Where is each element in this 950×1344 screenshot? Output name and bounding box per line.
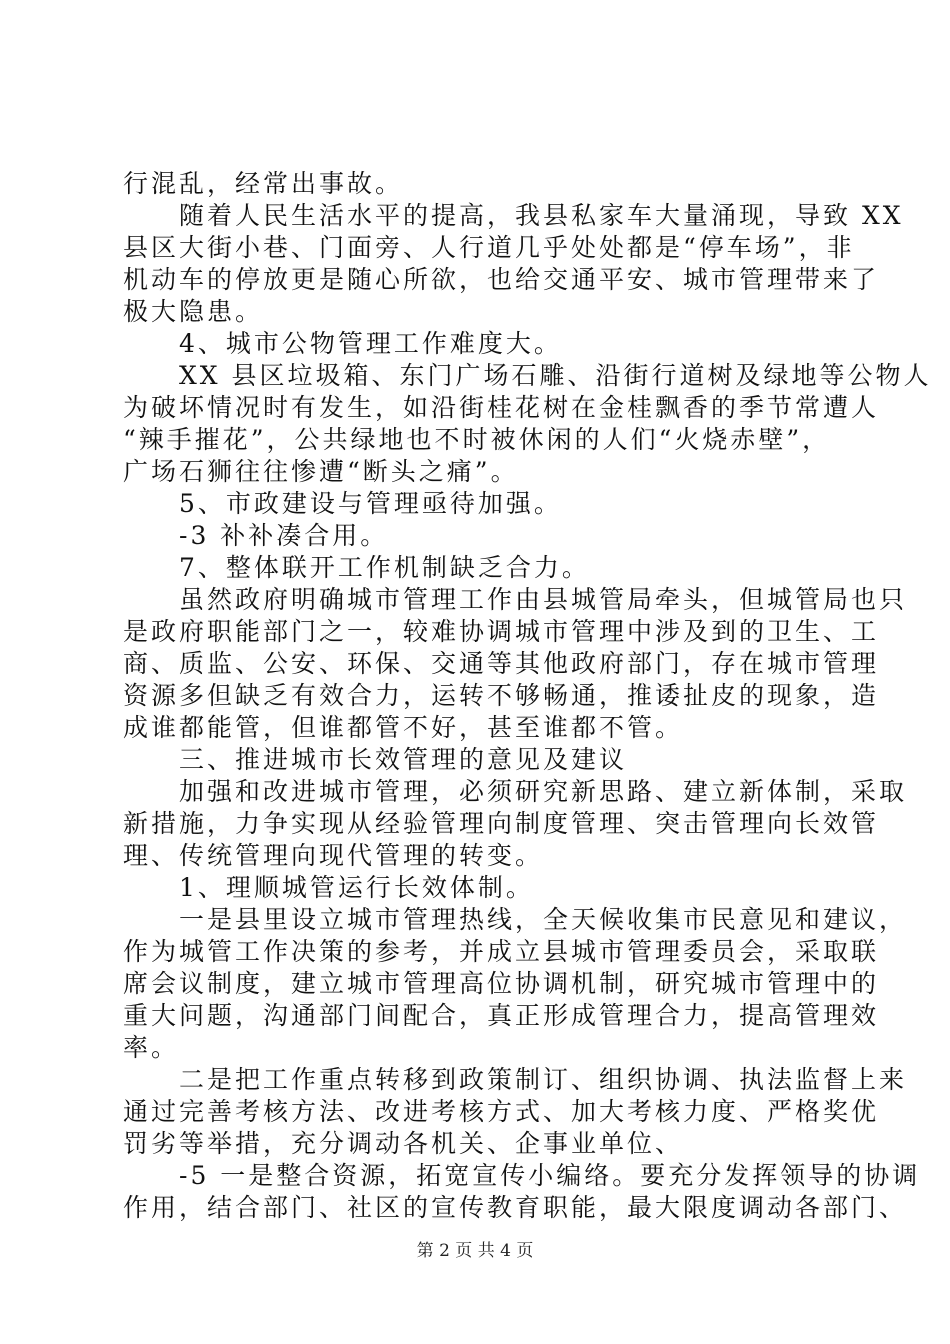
text-line: 是政府职能部门之一，较难协调城市管理中涉及到的卫生、工: [123, 617, 880, 646]
text-line: 重大问题，沟通部门间配合，真正形成管理合力，提高管理效: [123, 1001, 880, 1030]
text-line: 席会议制度，建立城市管理高位协调机制，研究城市管理中的: [123, 969, 880, 998]
text-line: 随着人民生活水平的提高，我县私家车大量涌现，导致 XX: [123, 201, 904, 230]
text-line: 三、推进城市长效管理的意见及建议: [123, 745, 628, 774]
text-line: 成谁都能管，但谁都管不好，甚至谁都不管。: [123, 713, 684, 742]
text-line: 5、市政建设与管理亟待加强。: [123, 489, 562, 518]
text-line: 通过完善考核方法、改进考核方式、加大考核力度、严格奖优: [123, 1097, 880, 1126]
document-body: [123, 168, 932, 1224]
text-line: 作用，结合部门、社区的宣传教育职能，最大限度调动各部门、: [123, 1193, 908, 1222]
text-line: 加强和改进城市管理，必须研究新思路、建立新体制，采取: [123, 777, 908, 806]
text-line: 理、传统管理向现代管理的转变。: [123, 841, 544, 870]
text-line: 机动车的停放更是随心所欲，也给交通平安、城市管理带来了: [123, 265, 880, 294]
text-line: 虽然政府明确城市管理工作由县城管局牵头，但城管局也只: [123, 585, 908, 614]
text-line: 罚劣等举措，充分调动各机关、企事业单位、: [123, 1129, 684, 1158]
text-line: 率。: [123, 1033, 180, 1062]
text-line: XX 县区垃圾箱、东门广场石雕、沿街行道树及绿地等公物人: [123, 361, 932, 390]
text-line: 1、理顺城管运行长效体制。: [123, 873, 534, 902]
text-line: 新措施，力争实现从经验管理向制度管理、突击管理向长效管: [123, 809, 880, 838]
text-line: -5 一是整合资源，拓宽宣传小编络。要充分发挥领导的协调: [123, 1161, 921, 1190]
text-line: 行混乱，经常出事故。: [123, 169, 404, 198]
page-number-footer: 第 2 页 共 4 页: [416, 1241, 534, 1261]
text-line: “辣手摧花”，公共绿地也不时被休闲的人们“火烧赤壁”，: [123, 425, 831, 454]
text-line: 广场石狮往往惨遭“断头之痛”。: [123, 457, 519, 486]
text-line: 资源多但缺乏有效合力，运转不够畅通，推诿扯皮的现象，造: [123, 681, 880, 710]
text-line: 作为城管工作决策的参考，并成立县城市管理委员会，采取联: [123, 937, 880, 966]
text-line: 极大隐患。: [123, 297, 264, 326]
text-line: 7、整体联开工作机制缺乏合力。: [123, 553, 590, 582]
text-line: 二是把工作重点转移到政策制订、组织协调、执法监督上来: [123, 1065, 908, 1094]
text-line: 一是县里设立城市管理热线，全天候收集市民意见和建议，: [123, 905, 908, 934]
text-line: 为破坏情况时有发生，如沿街桂花树在金桂飘香的季节常遭人: [123, 393, 880, 422]
text-line: 县区大街小巷、门面旁、人行道几乎处处都是“停车场”，非: [123, 233, 855, 262]
text-line: 4、城市公物管理工作难度大。: [123, 329, 562, 358]
text-line: -3 补补凑合用。: [123, 521, 389, 550]
text-line: 商、质监、公安、环保、交通等其他政府部门，存在城市管理: [123, 649, 880, 678]
